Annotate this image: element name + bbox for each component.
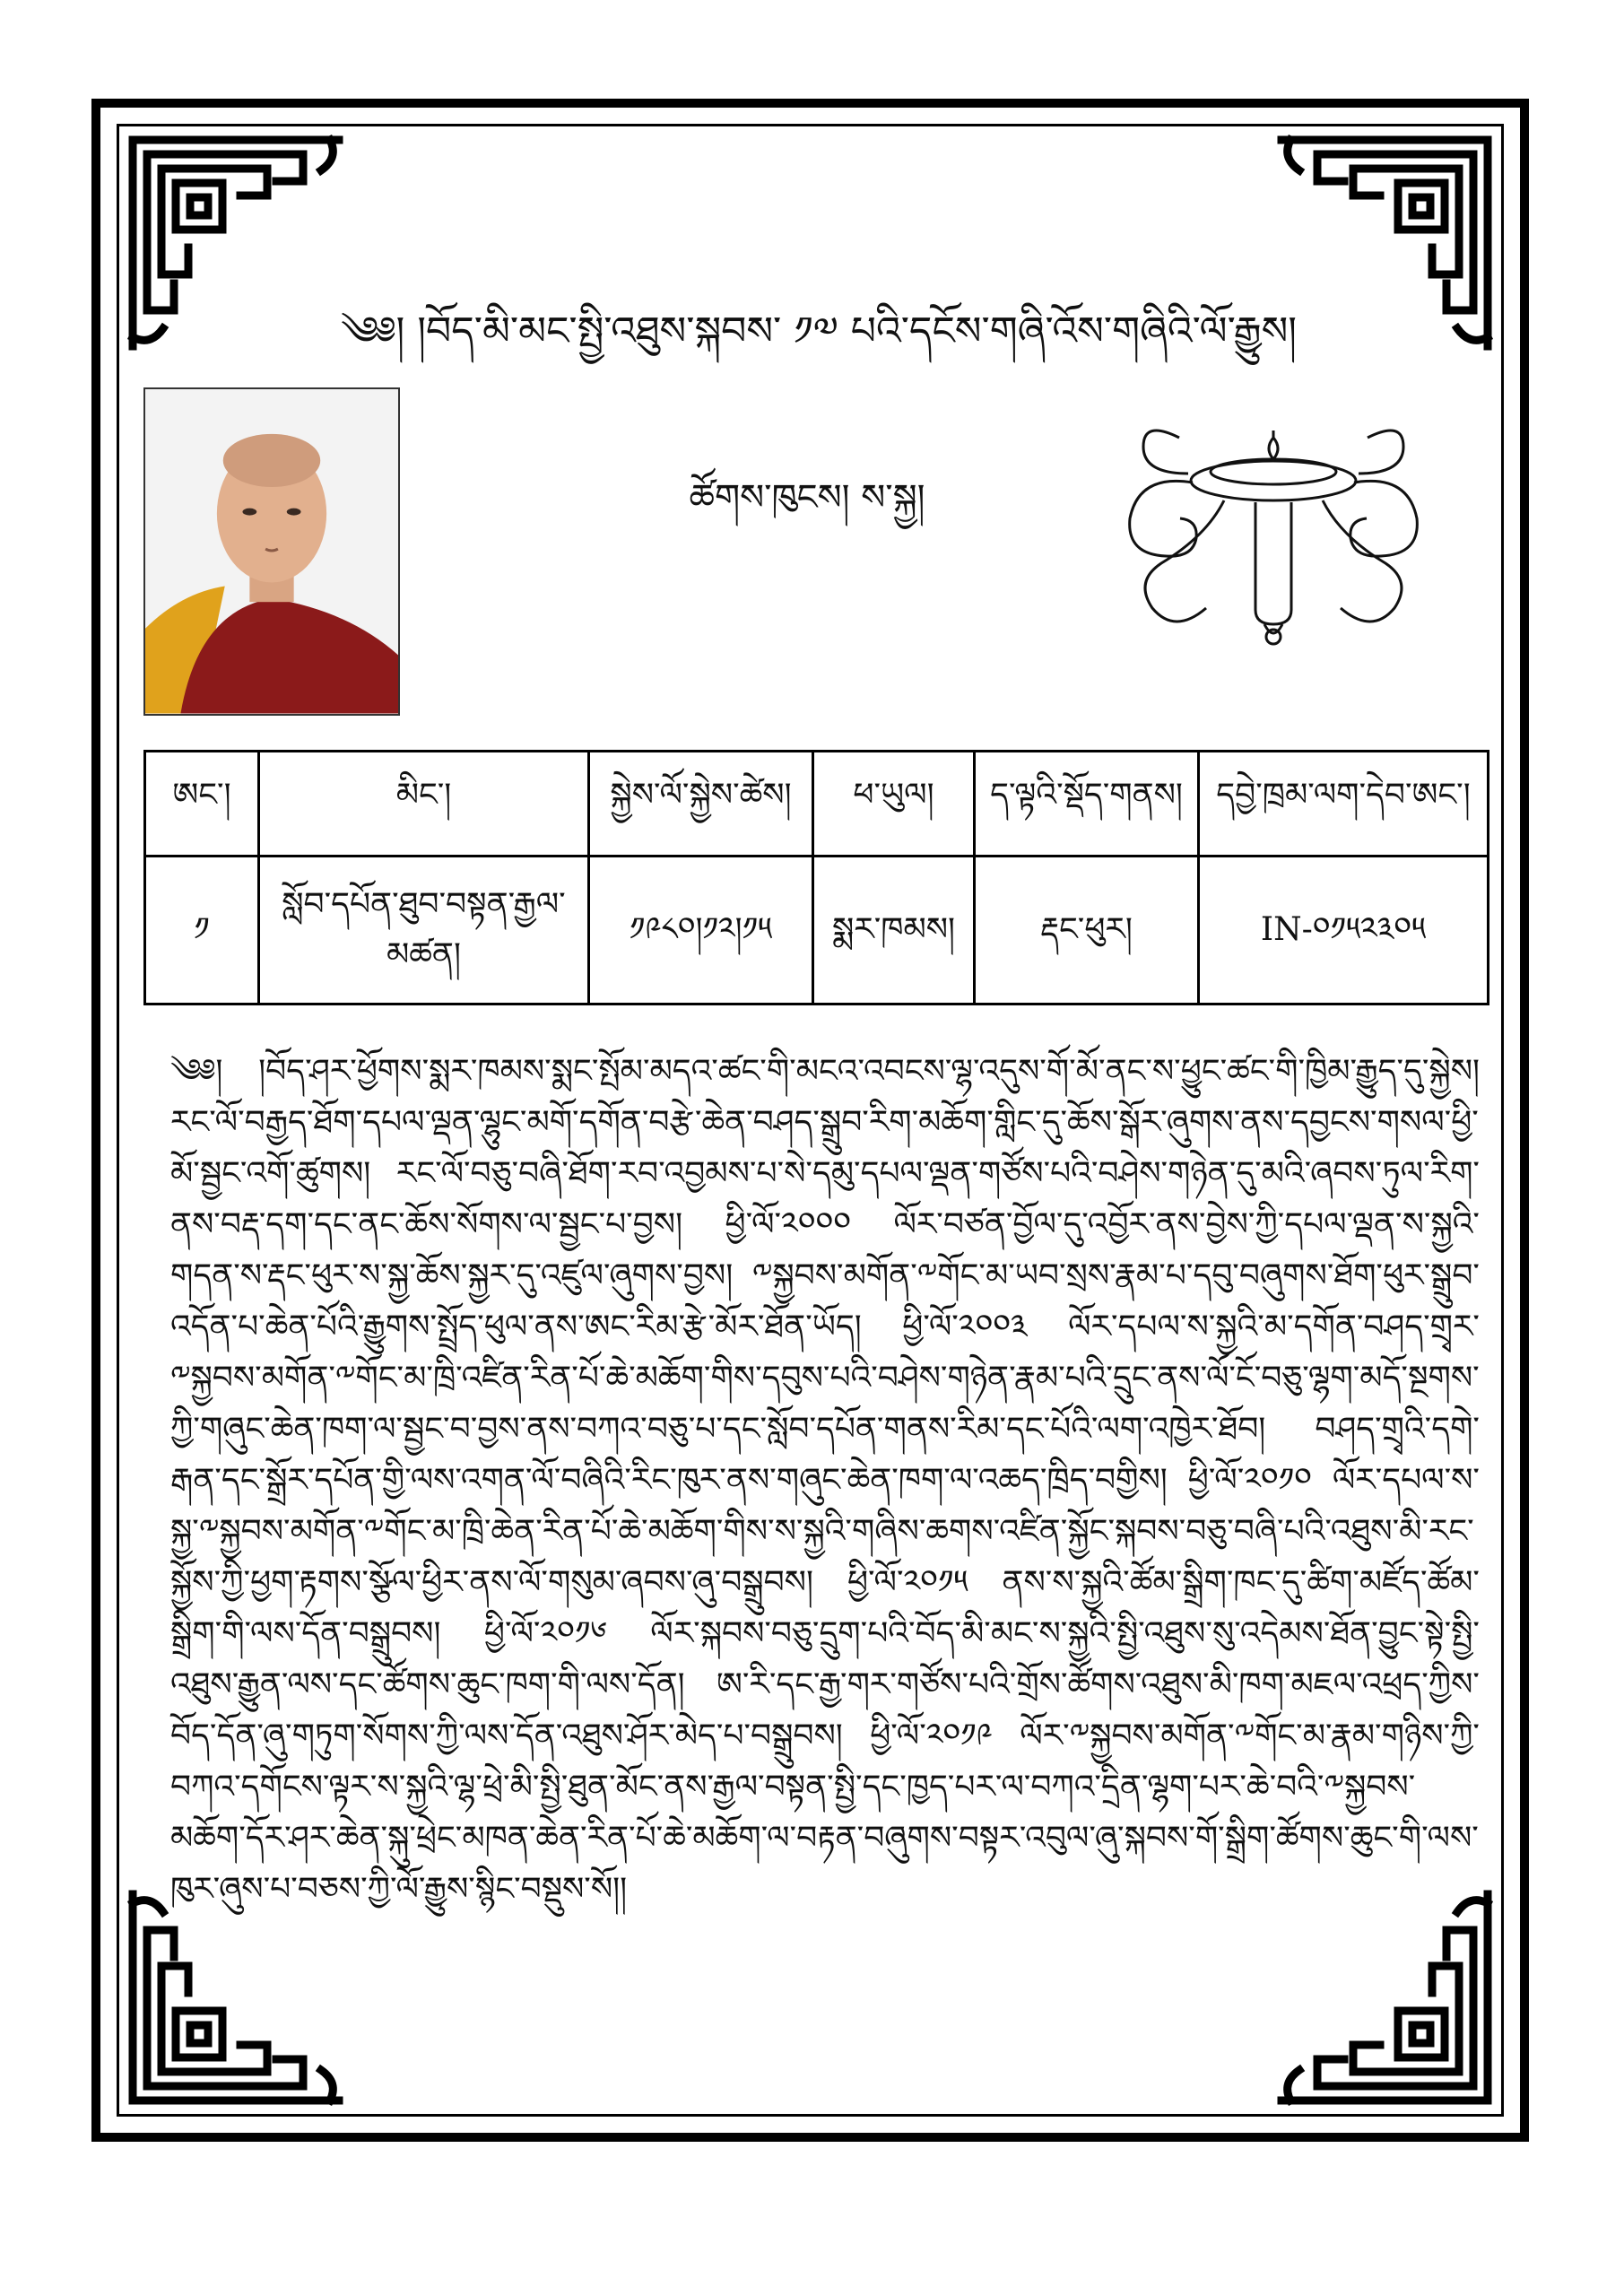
- cell-birth-date: ༡༩༨༠།༡༢།༡༥: [589, 857, 813, 1004]
- header-name: མིང་།: [259, 752, 589, 857]
- page-title: ༄༅། །བོད་མི་མང་སྤྱི་འཐུས་སྐབས་ ༡༧ པའི་དངོས་གཞི་འོས་གཞིའི་ལོ་རྒྱུས།: [341, 309, 1298, 354]
- table-row: [145, 857, 1489, 1004]
- constituency-label: ཚོགས་ཁུངས། ས་སྐྱ།: [689, 477, 925, 518]
- corner-ornament-bottom-left: [124, 1885, 348, 2109]
- header-number: ཨང་།: [145, 752, 259, 857]
- corner-ornament-bottom-right: [1272, 1885, 1497, 2109]
- lotus-throne-emblem-icon: [1125, 402, 1421, 655]
- header-current-residence: ད་ལྟའི་སྡོད་གནས།: [975, 752, 1199, 857]
- corner-ornament-top-right: [1272, 131, 1497, 355]
- table-header-row: [145, 752, 1489, 857]
- candidate-photo: [143, 387, 400, 716]
- cell-current-residence: རྡང་ཕུར།: [975, 857, 1199, 1004]
- cell-native-place: སྨར་ཁམས།: [813, 857, 975, 1004]
- header-birth-date: སྐྱེས་ལོ་སྐྱེས་ཚེས།: [589, 752, 813, 857]
- candidate-table: [143, 750, 1489, 1005]
- cell-name: སློབ་དཔོན་ཐུབ་བསྟན་རྒྱལ་མཚན།: [259, 857, 589, 1004]
- biography-paragraph: ༄༅། །བོད་ཤར་ཕྱོགས་སྨར་ཁམས་སྨང་སྤོམ་མདའ་ཚང་གི་མངའ་འབངས་ལྷ་འདུས་གོ་མོ་ནང་ས་ཕྱུང་ཚང་གི་ཁྱིམ་རྒྱུད་དུ་སྐྱེས། རང་ལོ་བརྒྱད་ཐོག་དཔལ་ལྡན་ལྷུང་མགོ་དགོན་བརྩེ་ཆེན་བཤད་སྒྲུབ་རིག་མཆོག་གླིང་དུ་ཆོས་སྒོར་ཞུགས་ནས་དབྱངས་གསལ་ཕྱི་མོ་སྦྱང་འགོ་ཚུགས། རང་ལོ་བཅུ་བཞི་ཐོག་རབ་འབྱམས་པ་སེ་དམུ་དཔལ་ལྡན་གཙོས་པའི་བཤེས་གཉེན་དུ་མའི་ཞབས་ཏུལ་རིག་ནས་བརྡ་དག་དང་ནང་ཆོས་སོགས་ལ་སྦྱང་པ་བྱས། ཕྱི་ལོ་༢༠༠༠ ལོར་བཙན་བྱོལ་དུ་འབྱོར་ནས་བྱེས་ཀྱི་དཔལ་ལྡན་ས་སྐྱའི་གདན་ས་རྡང་ཕུར་ས་སྐྱ་ཆོས་སྐྱར་དུ་འཛུལ་ཞུགས་བྱས། ༸སྐྱབས་མགོན་༸གོང་མ་ཡབ་སྲས་རྣམ་པ་དབུ་བཞུགས་ཐོག་ཕུར་སྒྲུབ་འདོན་པ་ཆེན་པོའི་རྒྱུགས་སྤྲོད་ཕུལ་ནས་ཨང་རིམ་རྩེ་མོར་ཐོན་ཡོད། ཕྱི་ལོ་༢༠༠༣ ལོར་དཔལ་ས་སྐྱའི་མ་དགོན་བཤད་གྲྭར་༸སྐྱབས་མགོན་༸གོང་མ་ཁྲི་འཛིན་རིན་པོ་ཆེ་མཆོག་གིས་དབུས་པའི་བཤེས་གཉེན་རྣམ་པའི་དྲུང་ནས་ལོ་ངོ་བཅུ་ལྷག་མདོ་སྔགས་ཀྱི་གཞུང་ཆེན་ཁག་ལ་སྦྱང་བ་བྱས་ནས་བཀའ་བཅུ་པ་དང་སློབ་དཔོན་གནས་རིམ་དང་པོའི་ལག་འཁྱེར་ཐོབ། བཤད་གྲྭའི་དགེ་རྒན་དང་སྒྲོར་དཔོན་གྱི་ལས་འགན་ལོ་བཞིའི་རིང་ཁུར་ནས་གཞུང་ཆེན་ཁག་ལ་འཆད་ཁྲིད་བགྱིས། ཕྱི་ལོ་༢༠༡༠ ལོར་དཔལ་ས་སྐྱ་༸སྐྱབས་མགོན་༸གོང་མ་ཁྲི་ཆེན་རིན་པོ་ཆེ་མཆོག་གིས་ས་སྐྱའི་གཞིས་ཆགས་འཛིན་སྐྱོང་སྐབས་བཅུ་བཞི་པའི་འཐུས་མི་རང་སྐྱོས་ཀྱི་ཕྱག་རྟགས་སྩོལ་ཕྱིར་ནས་ལོ་གསུམ་ཞབས་ཞུ་བསྒྲུབས། ཕྱི་ལོ་༢༠༡༥ ནས་ས་སྐྱའི་ཚོམ་སྒྲིག་ཁང་དུ་ཚིག་མཛོད་ཚོམ་སྒྲིག་གི་ལས་དོན་བསྒྲུབས། ཕྱི་ལོ་༢༠༡༦ ལོར་སྐབས་བཅུ་དྲུག་པའི་བོད་མི་མང་ས་སྐྱའི་སྤྱི་འཐུས་སུ་འདེམས་ཐོན་བྱུང་སྟེ་སྤྱི་འཐུས་རྒྱུན་ལས་དང་ཚོགས་ཆུང་ཁག་གི་ལས་དོན། ཨ་རི་དང་རྒྱ་གར་གཙོས་པའི་གྲོས་ཚོགས་འཐུས་མི་ཁག་མཇལ་འཕྲད་ཀྱིས་བོད་དོན་ཞུ་གཏུག་སོགས་ཀྱི་ལས་དོན་འཐུས་ཤོར་མེད་པ་བསྒྲུབས། ཕྱི་ལོ་༢༠༡༩ ལོར་༸སྐྱབས་མགོན་༸གོང་མ་རྣམ་གཉིས་ཀྱི་བཀའ་དགོངས་ལྟར་ས་སྐྱའི་ལྷ་ཕྲེ་མི་སྤྱི་ཐུན་མོང་ནས་རྒྱལ་བསྟན་སྤྱི་དང་ཁྱད་པར་ལ་བཀའ་དྲིན་ལྷག་པར་ཆེ་བའི་༸སྐྱབས་མཆོག་དོར་ཤར་ཆེན་སྐུ་ཕྲེང་མཁན་ཆེན་རིན་པོ་ཆེ་མཆོག་ལ་བརྟན་བཞུགས་བསྟར་འབུལ་ཞུ་སྐབས་གོ་སྒྲིག་ཚོགས་ཆུང་གི་ལས་ཁུར་ཞུས་པ་བཅས་ཀྱི་ལོ་རྒྱུས་སྙིང་བསྡུས་སོ།།: [170, 1053, 1480, 1908]
- header-green-book-number: དབྱེ་ཁྲམ་ལག་དེབ་ཨང་།: [1199, 752, 1489, 857]
- cell-number: ༡: [145, 857, 259, 1004]
- cell-green-book-number: IN-༠༡༥༢༣༠༥: [1199, 857, 1489, 1004]
- header-native-place: ཕ་ཡུལ།: [813, 752, 975, 857]
- corner-ornament-top-left: [124, 131, 348, 355]
